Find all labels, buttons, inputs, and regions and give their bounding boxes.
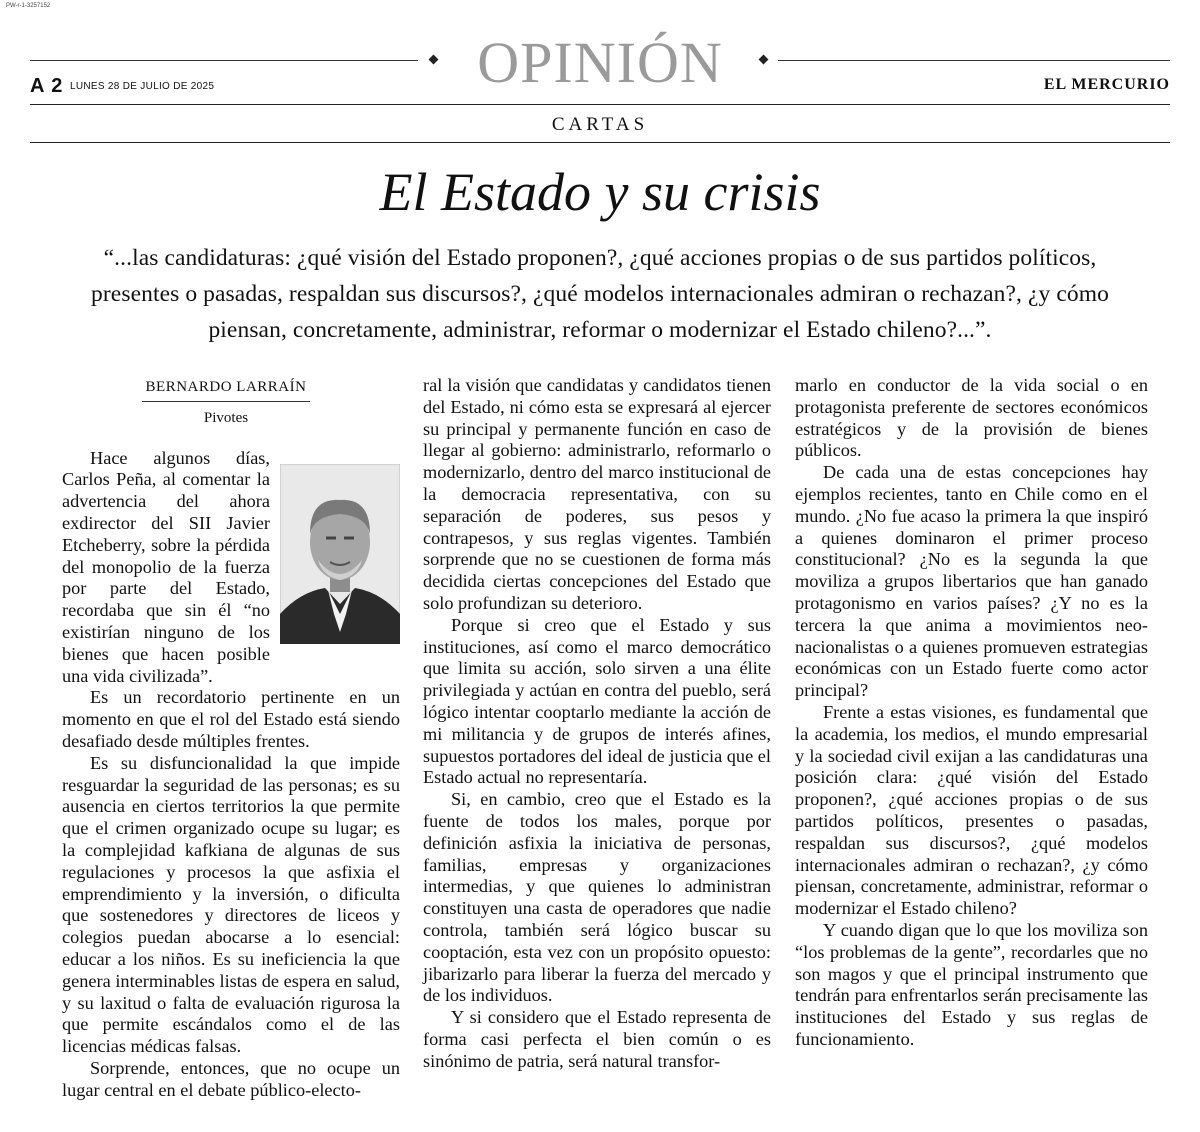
section-title: OPINIÓN [477,30,723,95]
article-column-1 [62,375,400,1102]
paragraph: Si, en cambio, creo que el Estado es la fuente de todos los males, porque por definición asfixia la iniciativa de personas, familias, empresas y organizaciones intermedias, y que quienes lo administran constituyen una casta de operadores que nadie controla, también será lógico buscar su cooptación, esta vez con un propósito opuesto: jibarizarlo para liberar la fuerza del mercado y de los individuos. [423,789,771,1006]
subsection-bottom-rule [30,142,1170,143]
paragraph: ral la visión que candidatas y candidatos tienen del Estado, ni cómo esta se expresará al ejercer su principal y permanente función en caso de llegar al gobierno: administrarlo, reformarlo o modernizarlo, dentro del marco institucional de la democracia representativa, con su separación de poderes, sus pesos y contrapesos, y sus reglas vigentes. También sorprende que no se cuestionen de forma más decidida ciertas concepciones del Estado que solo profundizan su deterioro. [423,375,771,613]
article-column-2 [423,375,771,1073]
masthead-rule-right [778,60,1170,61]
page-id-label: PW-r-1-3257152 [6,3,51,9]
paragraph: marlo en conductor de la vida social o en protagonista preferente de sectores económicos estratégicos y de la provisión de bienes públicos. [795,375,1148,461]
paragraph: Sorprende, entonces, que no ocupe un lugar central en el debate público-electo- [62,1057,400,1100]
author-portrait-photo-icon [280,464,400,644]
paragraph [62,448,400,688]
paragraph: Porque si creo que el Estado y sus instituciones, así como el marco democrático que limita su acción, solo sirven a una élite privilegiada y actúan en contra del pueblo, será lógico intentar cooptarlo mediante la acción de mi militancia y de grupos de interés afines, supuestos portadores del ideal de justicia que el Estado actual no representaría. [423,614,771,788]
paragraph: Frente a estas visiones, es fundamental que la academia, los medios, el mundo empresarial y la sociedad civil exijan a las candidaturas una posición clara: ¿qué visión del Estado proponen?, ¿qué acciones propias o de sus partidos políticos, presentes o pasadas, respaldan sus discursos?, ¿qué modelos internacionales admiran o rechazan?, ¿y cómo piensan, concretamente, administrar, reformar o modernizar el Estado chileno? [795,701,1148,919]
paragraph: Y cuando digan que lo que los moviliza son “los problemas de la gente”, recordarles que no son magos y que el principal instrumento que tendrán para enfrentarlos serán precisamente las instituciones del Estado y sus reglas de funcionamiento. [795,919,1148,1049]
article-headline: El Estado y su crisis [379,162,821,222]
paragraph: De cada una de estas concepciones hay ejemplos recientes, tanto en Chile como en el mundo. ¿No fue acaso la primera la que inspiró a quienes dominaron el primer proceso constitucional? ¿No es la segunda la que moviliza a grupos libertarios que han ganado protagonismo en varios países? ¿Y no es la tercera la que anima a movimientos neo-nacionalistas o a quienes promueven estrategias económicas con un Estado fuerte como actor principal? [795,462,1148,701]
author-photo [280,464,400,644]
masthead [30,30,1170,100]
paragraph: Es un recordatorio pertinente en un momento en que el rol del Estado está siendo desafiado desde múltiples frentes. [62,687,400,751]
paragraph: Y si considero que el Estado representa de forma casi perfecta el bien común o es sinónimo de patria, será natural transfor- [423,1007,771,1071]
newspaper-name: EL MERCURIO [1043,76,1170,93]
author-name: BERNARDO LARRAÍN [142,377,311,402]
issue-date: LUNES 28 DE JULIO DE 2025 [70,81,215,92]
column-name: Pivotes [203,409,249,426]
byline [52,375,400,430]
paragraph-text: Hace algunos días, Carlos Peña, al comentar la advertencia del ahora exdirector del SII Javier Etcheberry, sobre la pérdida del monopolio de la fuerza por parte del Estado, recordaba que sin él “no existirían ninguno de los bienes que hacen posible una vida civilizada”. [62,447,270,686]
subsection-label: CARTAS [551,114,649,135]
article-column-3 [795,375,1148,1051]
pull-quote: “...las candidaturas: ¿qué visión del Estado proponen?, ¿qué acciones propias o de sus partidos políticos, presentes o pasadas, respaldan sus discursos?, ¿qué modelos internacionales admiran o rechazan?, ¿y cómo piensan, concretamente, administrar, reformar o modernizar el Estado chileno?...”. [91,245,1109,343]
page-number: A 2 [30,75,64,97]
masthead-bottom-rule [30,104,1170,105]
paragraph: Es su disfuncionalidad la que impide resguardar la seguridad de las personas; es su ausencia en ciertos territorios la que permite que el crimen organizado ocupe su lugar; es la complejidad kafkiana de algunas de sus regulaciones y procesos la que asfixia el emprendimiento y la inversión, o dificulta que sostenedores y directores de liceos y colegios puedan abocarse a lo esencial: educar a los niños. Es su ineficiencia la que genera interminables listas de espera en salud, y su laxitud o falta de evaluación rigurosa la que permite escándalos como el de las licencias médicas falsas. [62,752,400,1057]
